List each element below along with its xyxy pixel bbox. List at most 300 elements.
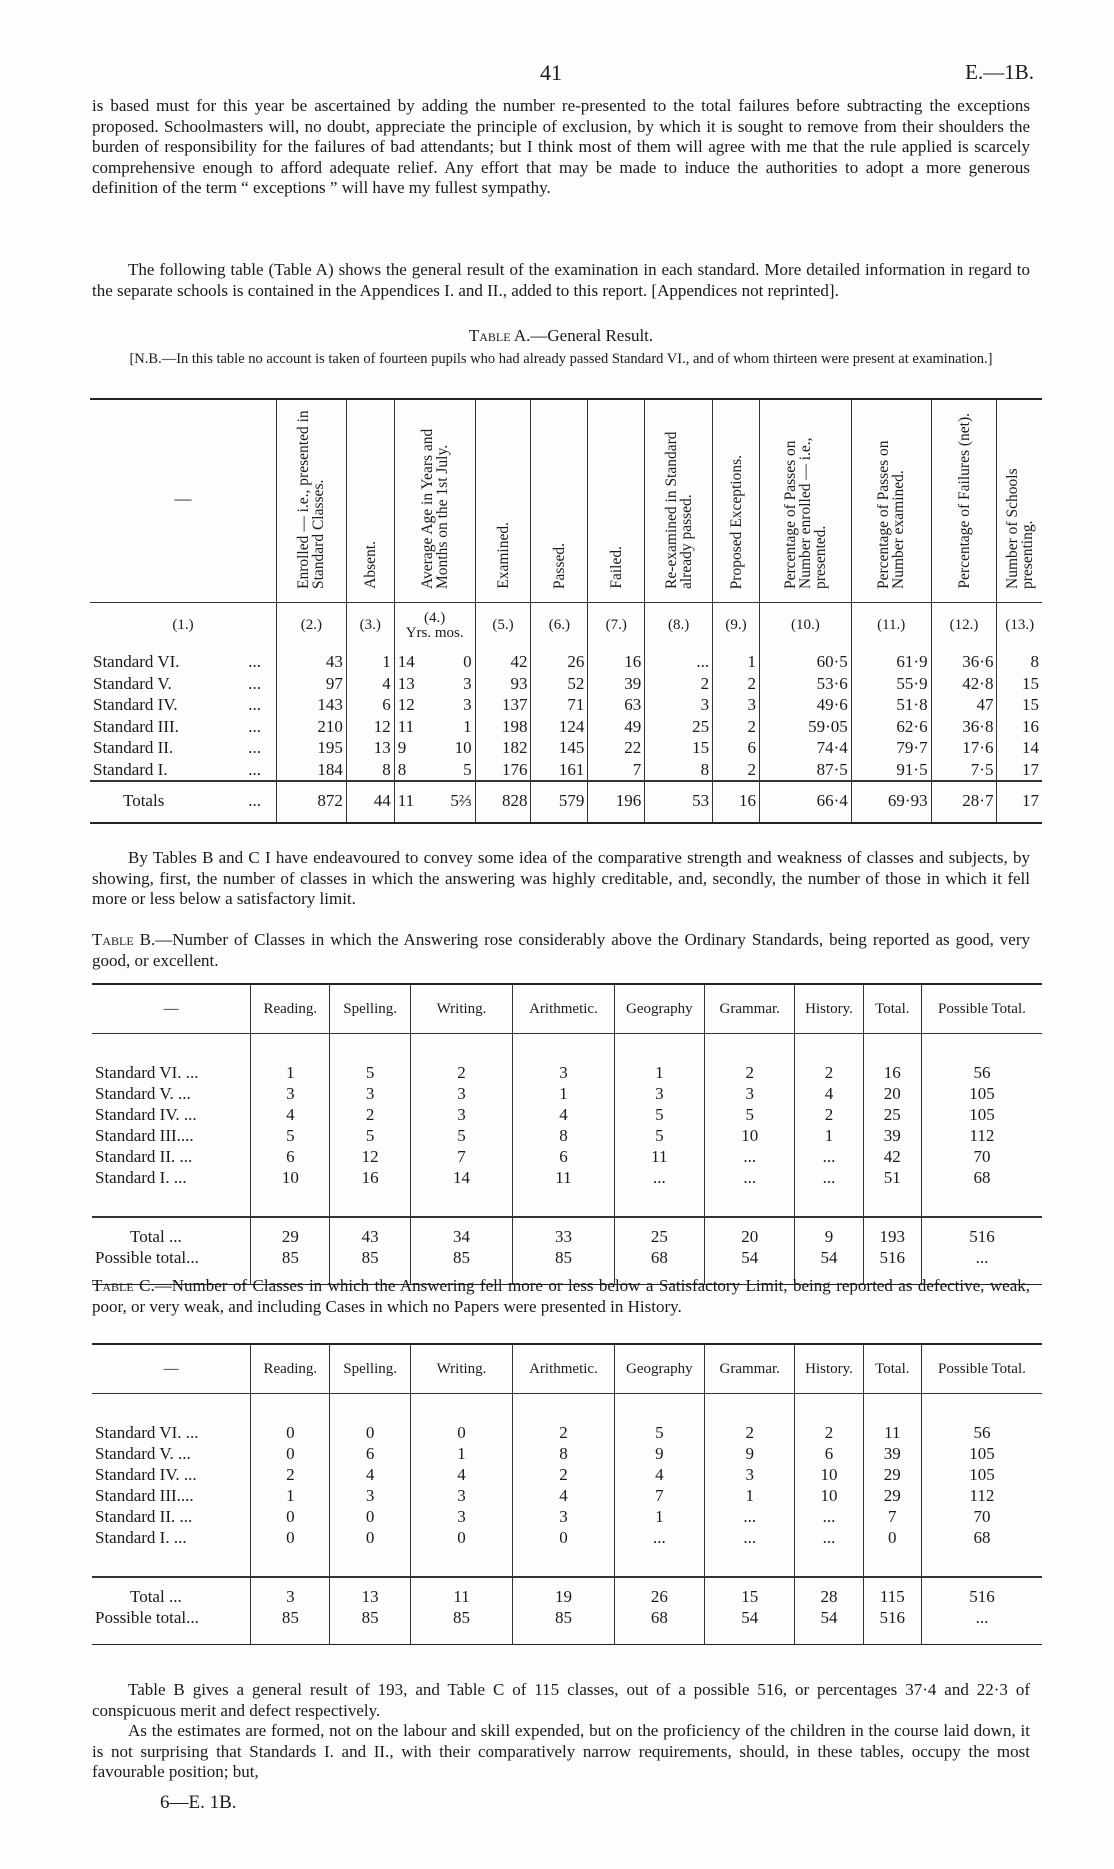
table-cell: 74·4 [759, 737, 851, 759]
column-header [346, 399, 394, 603]
table-cell: 1 [410, 1443, 512, 1464]
column-header-text: Enrolled — i.e., presented in Standard Classes. [295, 410, 328, 589]
table-cell: 26 [531, 641, 588, 673]
total-cell: 115 [863, 1577, 921, 1607]
table-cell: 42 [863, 1146, 921, 1167]
table-cell: 3 [410, 1506, 512, 1527]
table-cell: 91·5 [851, 759, 931, 782]
table-cell: ... [614, 1527, 704, 1548]
row-label-text: Standard II. [93, 738, 174, 757]
table-cell: 51·8 [851, 694, 931, 716]
table-cell: 93 [475, 673, 531, 695]
possible-total-cell: 85 [251, 1247, 330, 1285]
table-cell: 3 [705, 1464, 795, 1485]
table-cell: 5 [614, 1422, 704, 1443]
possible-total-cell: 85 [513, 1607, 614, 1645]
row-label [90, 759, 277, 782]
table-cell: 1 [346, 641, 394, 673]
table-cell: 2 [713, 716, 760, 738]
table-cell: ... [795, 1527, 863, 1548]
leader-dots: ... [248, 695, 261, 714]
table-cell: 3 [463, 673, 472, 693]
column-header [588, 399, 645, 603]
total-cell: 44 [346, 781, 394, 823]
column-number: (1.) [172, 617, 194, 634]
table-cell: 0 [251, 1506, 330, 1527]
column-header: Geography [614, 1344, 704, 1394]
table-cell: 5 [330, 1125, 410, 1146]
possible-total-cell: 54 [705, 1607, 795, 1645]
column-header [90, 399, 277, 603]
table-cell: 10 [454, 738, 472, 757]
spacer-cell [921, 1034, 1042, 1063]
table-cell: 0 [410, 1527, 512, 1548]
table-cell: 145 [531, 737, 588, 759]
table-cell: 4 [251, 1104, 330, 1125]
table-b-caption: —Number of Classes in which the Answering rose considerably above the Ordinary Standards, being reported as good, very good, or excellent. [92, 930, 1030, 970]
possible-total-cell: 54 [795, 1247, 863, 1285]
spacer-cell [330, 1548, 410, 1577]
table-cell: 15 [997, 673, 1042, 695]
spacer-cell [410, 1394, 512, 1423]
table-cell: 0 [863, 1527, 921, 1548]
table-cell: 25 [863, 1104, 921, 1125]
table-cell: 4 [795, 1083, 863, 1104]
column-header-text: Proposed Exceptions. [727, 454, 745, 589]
table-a-label: Table A. [468, 326, 531, 345]
column-header [931, 399, 997, 603]
total-cell: 193 [863, 1217, 921, 1247]
column-number: (13.) [997, 603, 1042, 642]
paragraph-3: By Tables B and C I have endeavoured to convey some idea of the comparative strength and weakness of classes and subjects, by showing, first, the number of classes in which the answering was highly creditable, and, secondly, the number of those in which it fell more or less below a satisfactory limit. [92, 848, 1030, 908]
total-cell: 11 [394, 781, 434, 823]
possible-total-cell: 54 [705, 1247, 795, 1285]
table-cell: 4 [330, 1464, 410, 1485]
row-label [90, 641, 277, 673]
table-cell: 4 [410, 1464, 512, 1485]
total-cell: 25 [614, 1217, 704, 1247]
header-row [92, 984, 1042, 1034]
table-cell: 68 [921, 1167, 1042, 1188]
possible-total-cell: 85 [410, 1607, 512, 1645]
paragraph-5: As the estimates are formed, not on the labour and skill expended, but on the proficiency of the children in the course laid down, it is not surprising that Standards I. and II., with their comparatively narrow requirements, should, in these tables, occupy the most favourable position; but, [92, 1721, 1030, 1781]
table-c-label: Table C. [92, 1276, 155, 1295]
table-cell: 176 [475, 759, 531, 782]
table-cell: 3 [705, 1083, 795, 1104]
table-row [92, 1146, 1042, 1167]
table-cell: 63 [588, 694, 645, 716]
total-cell: 20 [705, 1217, 795, 1247]
table-cell: 0 [513, 1527, 614, 1548]
table-cell: 25 [645, 716, 713, 738]
table-cell: 12 [330, 1146, 410, 1167]
table-cell: 0 [410, 1422, 512, 1443]
spacer-cell [921, 1188, 1042, 1217]
table-cell: 97 [277, 673, 347, 695]
table-cell: 124 [531, 716, 588, 738]
table-cell: 105 [921, 1443, 1042, 1464]
spacer-cell [614, 1034, 704, 1063]
row-label: Standard V. ... [95, 1444, 191, 1463]
column-header [713, 399, 760, 603]
table-cell: 161 [531, 759, 588, 782]
row-label [90, 737, 277, 759]
spacer-cell [705, 1188, 795, 1217]
table-row [92, 1083, 1042, 1104]
column-header [475, 399, 531, 603]
table-row [92, 1062, 1042, 1083]
table-c [92, 1343, 1042, 1645]
table-cell: 3 [713, 694, 760, 716]
leader-dots: ... [248, 738, 261, 757]
table-cell: 9 [614, 1443, 704, 1464]
table-cell: 0 [463, 652, 472, 671]
table-cell: 87·5 [759, 759, 851, 782]
table-cell: 39 [863, 1125, 921, 1146]
spacer-cell [863, 1548, 921, 1577]
table-cell: 22 [588, 737, 645, 759]
possible-total-cell: 85 [513, 1247, 614, 1285]
table-cell: 12 [394, 694, 434, 716]
table-cell: 4 [614, 1464, 704, 1485]
table-cell: 8 [997, 641, 1042, 673]
total-cell: 28 [795, 1577, 863, 1607]
table-cell: 55·9 [851, 673, 931, 695]
table-cell: 12 [346, 716, 394, 738]
column-header: Total. [863, 1344, 921, 1394]
table-cell: 39 [863, 1443, 921, 1464]
total-cell: 53 [645, 781, 713, 823]
table-cell: 105 [921, 1104, 1042, 1125]
table-row [92, 1104, 1042, 1125]
column-header: History. [795, 984, 863, 1034]
page-number: 41 [540, 60, 562, 85]
table-cell: 1 [251, 1062, 330, 1083]
totals-row [90, 781, 1042, 823]
column-header-text: Average Age in Years and Months on the 1st July. [418, 428, 451, 589]
column-header: Spelling. [330, 1344, 410, 1394]
spacer-cell [251, 1034, 330, 1063]
row-label: Standard IV. ... [95, 1465, 197, 1484]
spacer-cell [251, 1548, 330, 1577]
row-label: Standard I. ... [95, 1528, 187, 1547]
table-b-title [92, 930, 1030, 971]
spacer-cell [863, 1034, 921, 1063]
spacer-cell [513, 1548, 614, 1577]
column-header-text: Percentage of Passes on Number examined. [875, 440, 908, 589]
table-cell: 10 [795, 1485, 863, 1506]
spacer-cell [921, 1548, 1042, 1577]
possible-total-cell: 516 [863, 1247, 921, 1285]
table-a-note: [N.B.—In this table no account is taken of fourteen pupils who had already passed Standard VI., and of whom thirteen were present at examination.] [129, 351, 993, 367]
column-header: — [92, 1344, 251, 1394]
table-cell: 2 [713, 673, 760, 695]
table-cell: 2 [795, 1104, 863, 1125]
table-cell: 210 [277, 716, 347, 738]
table-cell: 62·6 [851, 716, 931, 738]
total-cell: 13 [330, 1577, 410, 1607]
table-cell: 39 [588, 673, 645, 695]
table-cell: 43 [277, 641, 347, 673]
total-cell: 29 [251, 1217, 330, 1247]
row-label: Standard IV. ... [95, 1105, 197, 1124]
table-cell: 13 [394, 673, 434, 695]
column-header [997, 399, 1042, 603]
table-cell: 11 [863, 1422, 921, 1443]
column-number: (7.) [588, 603, 645, 642]
table-cell: ... [705, 1506, 795, 1527]
spacer-cell [795, 1394, 863, 1423]
spacer-cell [92, 1548, 251, 1577]
spacer-row [92, 1394, 1042, 1423]
column-header-text: — [174, 489, 192, 508]
row-label-text: Standard VI. [93, 652, 180, 671]
table-cell: 47 [931, 694, 997, 716]
column-header [394, 399, 475, 603]
spacer-cell [251, 1188, 330, 1217]
spacer-cell [410, 1548, 512, 1577]
total-cell: 34 [410, 1217, 512, 1247]
table-cell: 52 [531, 673, 588, 695]
row-label: Standard II. ... [95, 1147, 193, 1166]
leader-dots: ... [248, 791, 261, 810]
table-cell: 5 [330, 1062, 410, 1083]
age-units-label: Yrs. mos. [405, 625, 464, 641]
table-c-caption: —Number of Classes in which the Answering fell more or less below a Satisfactory Limit, being reported as defective, weak, poor, or very weak, and including Cases in which no Papers were presented in History. [92, 1276, 1030, 1316]
table-cell: 3 [330, 1485, 410, 1506]
table-cell: 7 [588, 759, 645, 782]
column-header-text: Percentage of Failures (net). [955, 413, 973, 589]
row-label-text: Standard IV. [93, 695, 178, 714]
total-cell: 3 [251, 1577, 330, 1607]
column-number: (3.) [346, 603, 394, 642]
table-cell: 0 [330, 1506, 410, 1527]
table-cell: 137 [475, 694, 531, 716]
table-cell: 36·6 [931, 641, 997, 673]
table-cell: 20 [863, 1083, 921, 1104]
spacer-cell [251, 1394, 330, 1423]
table-cell: 3 [513, 1506, 614, 1527]
column-header-text: Re-examined in Standard already passed. [662, 431, 695, 589]
totals-label-text: Totals [123, 791, 165, 810]
table-cell: 11 [614, 1146, 704, 1167]
table-row [90, 759, 1042, 782]
column-number: (8.) [645, 603, 713, 642]
spacer-cell [513, 1188, 614, 1217]
spacer-cell [795, 1548, 863, 1577]
table-cell: 5 [705, 1104, 795, 1125]
table-cell: 49·6 [759, 694, 851, 716]
table-cell: 42·8 [931, 673, 997, 695]
table-cell: 2 [705, 1062, 795, 1083]
spacer-cell [410, 1188, 512, 1217]
table-cell: 5 [614, 1125, 704, 1146]
table-cell: 11 [394, 716, 434, 738]
table-cell: 56 [921, 1422, 1042, 1443]
row-label [90, 694, 277, 716]
table-cell: 3 [410, 1485, 512, 1506]
column-header-text: Percentage of Passes on Number enrolled — i.e., presented. [781, 437, 829, 589]
table-cell: 1 [614, 1062, 704, 1083]
column-header: Grammar. [705, 984, 795, 1034]
spacer-cell [410, 1034, 512, 1063]
column-header: Arithmetic. [513, 984, 614, 1034]
column-number: (5.) [475, 603, 531, 642]
table-cell: 0 [251, 1422, 330, 1443]
spacer-cell [92, 1394, 251, 1423]
table-cell: 4 [513, 1104, 614, 1125]
table-cell: 13 [346, 737, 394, 759]
table-cell: 59·05 [759, 716, 851, 738]
table-cell: 1 [795, 1125, 863, 1146]
table-cell: 5 [614, 1104, 704, 1125]
table-b-label: Table B. [92, 930, 156, 949]
table-cell: 195 [277, 737, 347, 759]
table-cell: 9 [705, 1443, 795, 1464]
table-row [92, 1464, 1042, 1485]
column-header [277, 399, 347, 603]
table-cell: 7 [410, 1146, 512, 1167]
spacer-row [92, 1188, 1042, 1217]
table-cell: 6 [513, 1146, 614, 1167]
table-cell: ... [645, 641, 713, 673]
table-cell: 3 [330, 1083, 410, 1104]
table-cell: 2 [645, 673, 713, 695]
spacer-cell [921, 1394, 1042, 1423]
table-cell: 8 [513, 1443, 614, 1464]
table-cell: 6 [713, 737, 760, 759]
table-cell: 29 [863, 1485, 921, 1506]
column-header-text: Number of Schools presenting. [1003, 468, 1036, 589]
column-header-text: Failed. [607, 546, 625, 589]
spacer-cell [92, 1188, 251, 1217]
spacer-cell [614, 1188, 704, 1217]
row-label [90, 716, 277, 738]
column-number: (2.) [277, 603, 347, 642]
table-cell: 3 [463, 695, 472, 714]
total-cell: 516 [921, 1217, 1042, 1247]
column-header [851, 399, 931, 603]
table-row [92, 1506, 1042, 1527]
table-cell: 105 [921, 1083, 1042, 1104]
table-cell: 6 [346, 694, 394, 716]
table-cell: 184 [277, 759, 347, 782]
total-cell: 43 [330, 1217, 410, 1247]
document-reference: E.—1B. [965, 60, 1034, 84]
table-cell: 2 [795, 1062, 863, 1083]
table-cell: 10 [795, 1464, 863, 1485]
table-cell: 6 [330, 1443, 410, 1464]
total-cell: 11 [410, 1577, 512, 1607]
column-header [759, 399, 851, 603]
table-cell: 60·5 [759, 641, 851, 673]
column-header: Geography [614, 984, 704, 1034]
row-label: Standard VI. ... [95, 1063, 199, 1082]
table-a-caption: —General Result. [530, 326, 654, 345]
table-cell: 8 [645, 759, 713, 782]
row-label: Standard III.... [95, 1486, 194, 1505]
table-row [92, 1167, 1042, 1188]
table-cell: ... [705, 1146, 795, 1167]
table-cell: 0 [251, 1443, 330, 1464]
spacer-cell [705, 1394, 795, 1423]
total-cell: 9 [795, 1217, 863, 1247]
column-header: Possible Total. [921, 1344, 1042, 1394]
possible-total-label: Possible total... [95, 1248, 199, 1267]
spacer-cell [513, 1394, 614, 1423]
column-header: Reading. [251, 1344, 330, 1394]
table-row [90, 716, 1042, 738]
table-cell: 15 [645, 737, 713, 759]
table-cell: 2 [251, 1464, 330, 1485]
table-cell: 5 [410, 1125, 512, 1146]
table-cell: 0 [330, 1527, 410, 1548]
table-cell: 0 [330, 1422, 410, 1443]
column-number: (4.) [424, 610, 446, 626]
table-cell: 4 [346, 673, 394, 695]
table-cell: ... [795, 1167, 863, 1188]
possible-total-cell: 85 [410, 1247, 512, 1285]
column-number: (6.) [531, 603, 588, 642]
column-header: Grammar. [705, 1344, 795, 1394]
table-cell: 70 [921, 1146, 1042, 1167]
column-number [394, 603, 475, 642]
table-cell: 10 [251, 1167, 330, 1188]
column-number: (11.) [851, 603, 931, 642]
table-cell: 105 [921, 1464, 1042, 1485]
total-cell: 196 [588, 781, 645, 823]
total-cell: 69·93 [851, 781, 931, 823]
row-label: Standard VI. ... [95, 1423, 199, 1442]
possible-total-cell: 85 [251, 1607, 330, 1645]
leader-dots: ... [248, 673, 261, 693]
paragraph-2: The following table (Table A) shows the general result of the examination in each standard. More detailed information in regard to the separate schools is contained in the Appendices I. and II., added to this report. [Appendices not reprinted]. [92, 260, 1030, 300]
table-cell: 6 [251, 1146, 330, 1167]
table-cell: 3 [513, 1062, 614, 1083]
column-header-text: Absent. [361, 541, 379, 589]
table-cell: 56 [921, 1062, 1042, 1083]
table-cell: ... [795, 1146, 863, 1167]
column-header-text: Passed. [550, 542, 568, 589]
table-cell: 1 [513, 1083, 614, 1104]
paragraph-1: is based must for this year be ascertained by adding the number re-presented to the total failures before subtracting the exceptions proposed. Schoolmasters will, no doubt, appreciate the principle of exclusion, by which it is sought to remove from their shoulders the burden of responsibility for the failures of bad attendants; but I think most of them will agree with me that the rule applied is scarcely comprehensive enough to afford adequate relief. Any effort that may be made to induce the authorities to adopt a more generous definition of the term “ exceptions ” will have my fullest sympathy. [92, 96, 1030, 197]
table-cell: 17·6 [931, 737, 997, 759]
table-cell: 49 [588, 716, 645, 738]
table-row [92, 1443, 1042, 1464]
possible-total-cell: ... [921, 1607, 1042, 1645]
column-header [645, 399, 713, 603]
table-cell: 5 [251, 1125, 330, 1146]
table-cell: 70 [921, 1506, 1042, 1527]
table-cell: 8 [513, 1125, 614, 1146]
total-cell: 19 [513, 1577, 614, 1607]
possible-total-cell: 68 [614, 1607, 704, 1645]
table-cell: 16 [588, 641, 645, 673]
table-cell: 14 [394, 641, 434, 673]
column-header-text: Examined. [494, 522, 512, 589]
total-cell: 66·4 [759, 781, 851, 823]
possible-total-cell: 85 [330, 1247, 410, 1285]
possible-total-row [92, 1607, 1042, 1645]
possible-total-cell: 54 [795, 1607, 863, 1645]
table-cell: 3 [614, 1083, 704, 1104]
table-cell: 68 [921, 1527, 1042, 1548]
leader-dots: ... [248, 716, 261, 736]
total-cell: 579 [531, 781, 588, 823]
table-cell: 2 [330, 1104, 410, 1125]
column-header: — [92, 984, 251, 1034]
spacer-cell [795, 1034, 863, 1063]
